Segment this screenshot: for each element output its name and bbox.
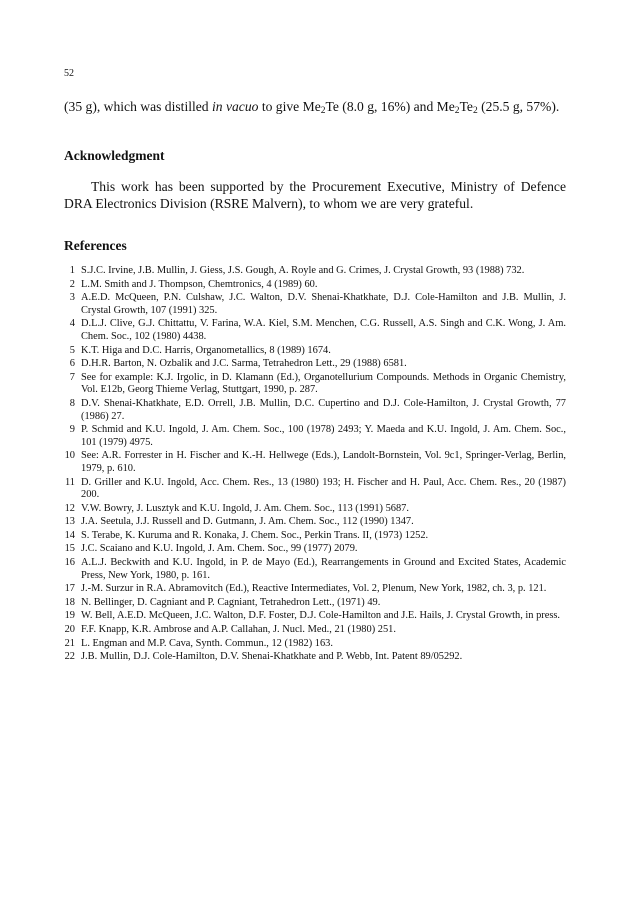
intro-text: (35 g), which was distilled xyxy=(64,99,212,114)
reference-number: 2 xyxy=(69,278,75,290)
reference-text: J.C. Scaiano and K.U. Ingold, J. Am. Chem. Soc., 99 (1977) 2079. xyxy=(81,543,358,555)
intro-text: to give Me xyxy=(258,99,321,114)
reference-number: 17 xyxy=(64,583,75,595)
reference-item xyxy=(64,372,566,397)
reference-item xyxy=(64,345,566,358)
reference-item xyxy=(64,530,566,543)
reference-item xyxy=(64,516,566,529)
reference-number: 15 xyxy=(64,543,75,555)
reference-item xyxy=(64,583,566,596)
subscript: 2 xyxy=(454,106,460,116)
reference-text: J.A. Seetula, J.J. Russell and D. Gutmann, J. Am. Chem. Soc., 112 (1990) 1347. xyxy=(81,516,414,528)
page-number: 52 xyxy=(64,68,74,79)
reference-number: 12 xyxy=(64,502,75,514)
reference-number: 22 xyxy=(64,651,75,663)
reference-text: D.H.R. Barton, N. Ozbalik and J.C. Sarma, Tetrahedron Lett., 29 (1988) 6581. xyxy=(81,358,407,370)
reference-text: W. Bell, A.E.D. McQueen, J.C. Walton, D.F. Foster, D.J. Cole-Hamilton and J.E. Hails, J. Crystal Growth, in press. xyxy=(81,610,561,622)
reference-text: See for example: K.J. Irgolic, in D. Klamann (Ed.), Organotellurium Compounds. Methods in Organic Chemistry, Vol. E12b, Georg Thieme Verlag, Stuttgart, 1990, p. 287. xyxy=(81,371,566,396)
reference-text: P. Schmid and K.U. Ingold, J. Am. Chem. Soc., 100 (1978) 2493; Y. Maeda and K.U. Ingold, J. Am. Chem. Soc., 101 (1979) 4975. xyxy=(81,424,566,448)
reference-text: D.V. Shenai-Khatkhate, E.D. Orrell, J.B. Mullin, D.C. Cupertino and D.J. Cole-Hamilton, J. Crystal Growth, 77 (1986) 27. xyxy=(81,397,566,422)
reference-number: 11 xyxy=(64,476,75,488)
reference-item xyxy=(64,279,566,292)
reference-text: J.B. Mullin, D.J. Cole-Hamilton, D.V. Shenai-Khatkhate and P. Webb, Int. Patent 89/05292. xyxy=(81,651,463,663)
reference-number: 21 xyxy=(64,637,75,649)
reference-item xyxy=(64,624,566,637)
reference-item xyxy=(64,292,566,317)
intro-text: Te xyxy=(459,99,473,114)
reference-number: 20 xyxy=(64,624,75,636)
reference-item xyxy=(64,503,566,516)
reference-number: 14 xyxy=(64,529,75,541)
reference-item xyxy=(64,358,566,371)
reference-item xyxy=(64,610,566,623)
reference-text: L. Engman and M.P. Cava, Synth. Commun., 12 (1982) 163. xyxy=(81,637,333,649)
reference-number: 16 xyxy=(64,557,75,569)
reference-item xyxy=(64,450,566,475)
reference-text: K.T. Higa and D.C. Harris, Organometallics, 8 (1989) 1674. xyxy=(81,344,331,356)
subscript: 2 xyxy=(320,106,326,116)
reference-item xyxy=(64,638,566,651)
reference-number: 1 xyxy=(69,265,75,276)
reference-text: A.E.D. McQueen, P.N. Culshaw, J.C. Walton, D.V. Shenai-Khatkhate, D.J. Cole-Hamilton and J.B. Mullin, J. Crystal Growth, 107 (1991) 325. xyxy=(81,292,566,316)
reference-text: V.W. Bowry, J. Lusztyk and K.U. Ingold, J. Am. Chem. Soc., 113 (1991) 5687. xyxy=(81,502,409,514)
intro-paragraph xyxy=(64,98,566,115)
subscript: 2 xyxy=(472,106,478,116)
reference-text: D. Griller and K.U. Ingold, Acc. Chem. Res., 13 (1980) 193; H. Fischer and H. Paul, Acc. Chem. Res., 20 (1987) 200. xyxy=(81,476,566,501)
reference-number: 7 xyxy=(69,371,75,383)
reference-text: N. Bellinger, D. Cagniant and P. Cagniant, Tetrahedron Lett., (1971) 49. xyxy=(81,596,381,608)
reference-number: 10 xyxy=(64,450,75,462)
reference-text: A.L.J. Beckwith and K.U. Ingold, in P. de Mayo (Ed.), Rearrangements in Ground and Excited States, Academic Press, New York, 1980, p. 161. xyxy=(81,557,566,581)
intro-text: Te (8.0 g, 16%) and Me xyxy=(325,99,455,114)
reference-text: S. Terabe, K. Kuruma and R. Konaka, J. Chem. Soc., Perkin Trans. II, (1973) 1252. xyxy=(81,529,429,541)
reference-item xyxy=(64,557,566,582)
reference-number: 3 xyxy=(69,292,75,304)
reference-item xyxy=(64,424,566,449)
reference-number: 9 xyxy=(69,424,75,436)
reference-text: F.F. Knapp, K.R. Ambrose and A.P. Callahan, J. Nucl. Med., 21 (1980) 251. xyxy=(81,624,396,636)
intro-text: (25.5 g, 57%). xyxy=(477,99,560,114)
intro-italic: in vacuo xyxy=(212,99,259,114)
reference-item xyxy=(64,398,566,423)
reference-number: 18 xyxy=(64,596,75,608)
acknowledgment-heading: Acknowledgment xyxy=(64,148,165,163)
reference-item xyxy=(64,477,566,502)
reference-text: See: A.R. Forrester in H. Fischer and K.-H. Hellwege (Eds.), Landolt-Bornstein, Vol. 9c1, Springer-Verlag, Berlin, 1979, p. 610. xyxy=(81,450,566,474)
reference-item xyxy=(64,543,566,556)
reference-text: L.M. Smith and J. Thompson, Chemtronics, 4 (1989) 60. xyxy=(81,278,318,290)
reference-number: 5 xyxy=(69,344,75,356)
reference-item xyxy=(64,265,566,278)
reference-item xyxy=(64,597,566,610)
reference-text: J.-M. Surzur in R.A. Abramovitch (Ed.), Reactive Intermediates, Vol. 2, Plenum, New York, 1982, ch. 3, p. 121. xyxy=(81,583,547,595)
reference-item xyxy=(64,318,566,343)
reference-number: 4 xyxy=(69,318,75,330)
acknowledgment-text: This work has been supported by the Procurement Executive, Ministry of Defence DRA Electronics Division (RSRE Malvern), to whom we are very grateful. xyxy=(64,179,566,211)
reference-number: 8 xyxy=(69,397,75,409)
references-list xyxy=(64,265,566,665)
references-heading: References xyxy=(64,238,127,253)
reference-text: D.L.J. Clive, G.J. Chittattu, V. Farina, W.A. Kiel, S.M. Menchen, C.G. Russell, A.S. Singh and C.K. Wong, J. Am. Chem. Soc., 102 (1980) 4438. xyxy=(81,318,566,342)
reference-number: 19 xyxy=(64,610,75,622)
reference-number: 6 xyxy=(69,358,75,370)
reference-number: 13 xyxy=(64,516,75,528)
reference-text: S.J.C. Irvine, J.B. Mullin, J. Giess, J.S. Gough, A. Royle and G. Crimes, J. Crystal Growth, 93 (1988) 732. xyxy=(81,265,525,276)
reference-item xyxy=(64,651,566,664)
